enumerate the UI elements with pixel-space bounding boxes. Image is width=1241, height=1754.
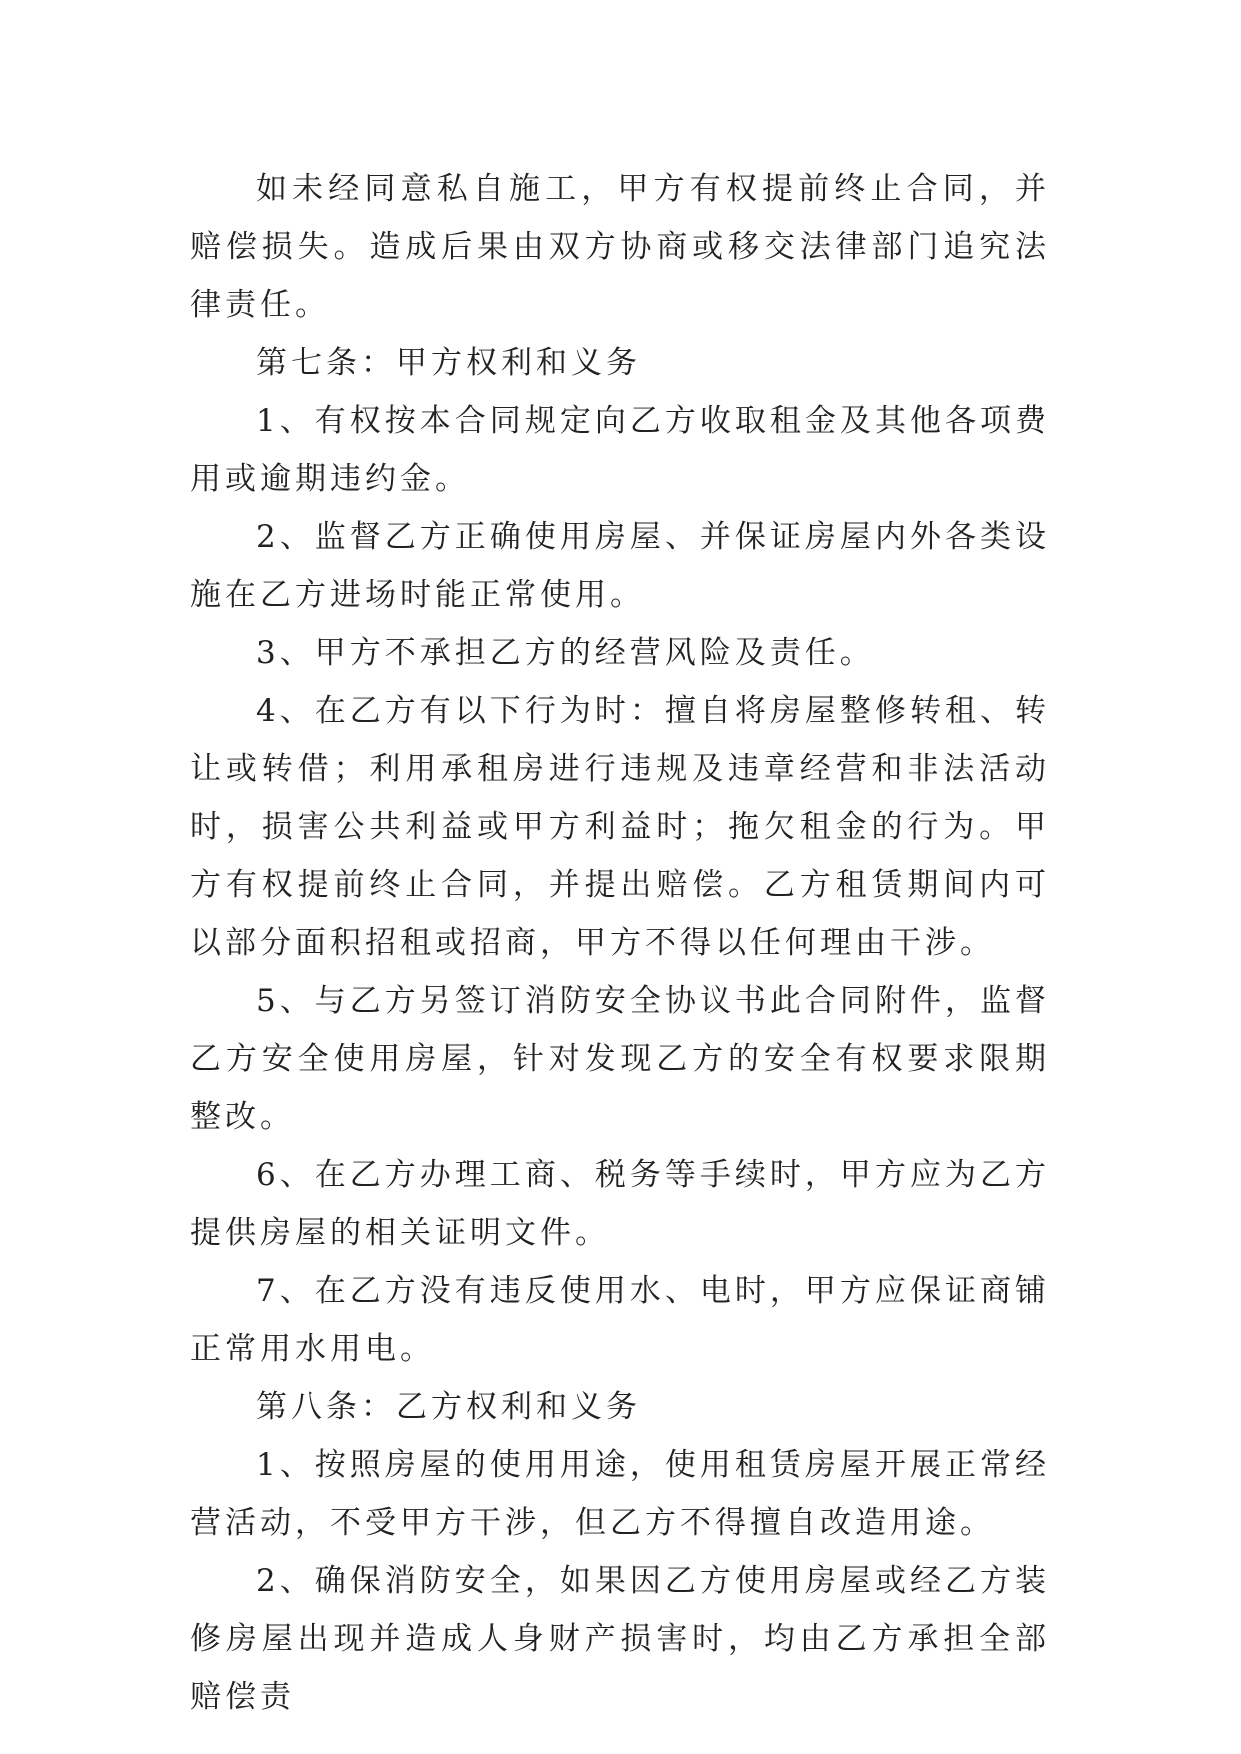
paragraph-construction-termination: 如未经同意私自施工，甲方有权提前终止合同，并赔偿损失。造成后果由双方协商或移交法律部门追究法律责任。 — [190, 171, 1050, 323]
article-seven-item-2: 2、监督乙方正确使用房屋、并保证房屋内外各类设施在乙方进场时能正常使用。 — [190, 519, 1050, 613]
article-eight-item-2: 2、确保消防安全，如果因乙方使用房屋或经乙方装修房屋出现并造成人身财产损害时，均由乙方承担全部赔偿责 — [190, 1563, 1050, 1715]
article-eight-heading: 第八条：乙方权利和义务 — [256, 1389, 641, 1425]
article-seven-heading: 第七条：甲方权利和义务 — [256, 345, 641, 381]
article-seven-item-5: 5、与乙方另签订消防安全协议书此合同附件，监督乙方安全使用房屋，针对发现乙方的安全有权要求限期整改。 — [190, 983, 1050, 1135]
article-eight-item-1: 1、按照房屋的使用用途，使用租赁房屋开展正常经营活动，不受甲方干涉，但乙方不得擅自改造用途。 — [190, 1447, 1050, 1541]
article-seven-item-1: 1、有权按本合同规定向乙方收取租金及其他各项费用或逾期违约金。 — [190, 403, 1050, 497]
article-seven-item-6: 6、在乙方办理工商、税务等手续时，甲方应为乙方提供房屋的相关证明文件。 — [190, 1157, 1050, 1251]
article-seven-item-7: 7、在乙方没有违反使用水、电时，甲方应保证商铺正常用水用电。 — [190, 1273, 1050, 1367]
article-seven-item-4: 4、在乙方有以下行为时：擅自将房屋整修转租、转让或转借；利用承租房进行违规及违章经营和非法活动时，损害公共利益或甲方利益时；拖欠租金的行为。甲方有权提前终止合同，并提出赔偿。乙方租赁期间内可以部分面积招租或招商，甲方不得以任何理由干涉。 — [190, 693, 1050, 961]
article-seven-item-3: 3、甲方不承担乙方的经营风险及责任。 — [256, 635, 875, 671]
document-body — [190, 160, 1050, 1726]
